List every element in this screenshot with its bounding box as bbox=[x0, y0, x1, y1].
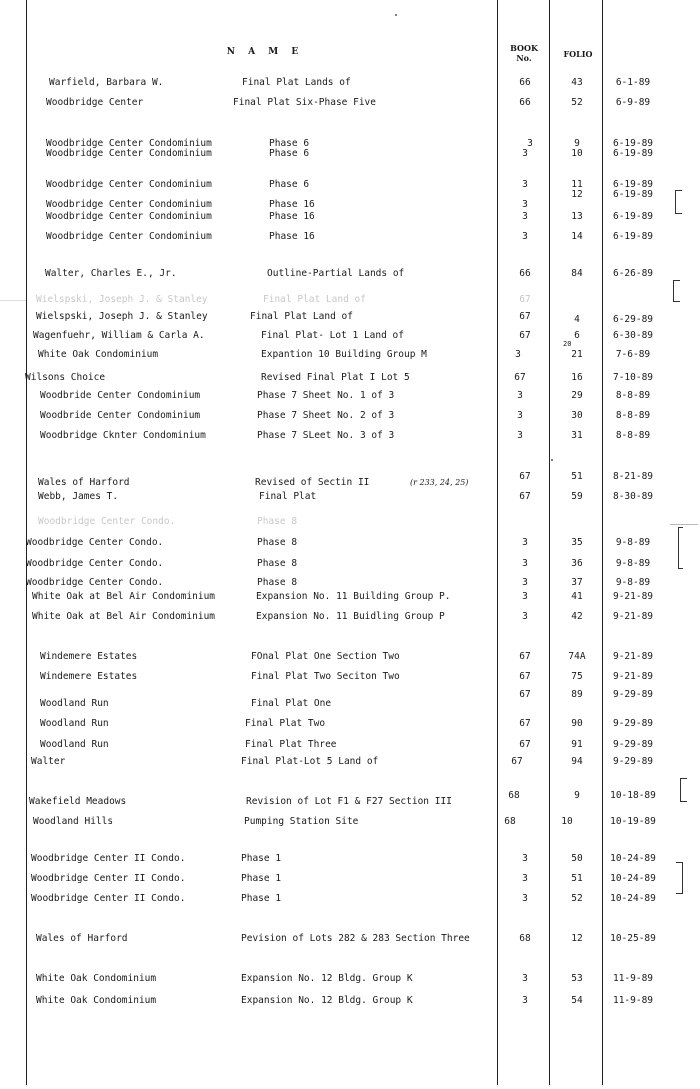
record-row bbox=[0, 310, 700, 324]
record-book: 3 bbox=[522, 973, 528, 984]
record-name: White Oak at Bel Air Condominium bbox=[32, 591, 216, 602]
record-description: Final Plat One bbox=[251, 698, 332, 709]
record-name: White Oak at Bel Air Condominium bbox=[32, 611, 216, 622]
record-folio: 10 bbox=[561, 816, 573, 827]
record-name: Woodbride Center Condominium bbox=[40, 390, 201, 401]
faded-record-name: Wielspski, Joseph J. & Stanley bbox=[36, 294, 208, 305]
handwritten-note: (r 233, 24, 25) bbox=[410, 478, 469, 487]
record-name: Walter bbox=[31, 756, 66, 767]
record-book: 3 bbox=[522, 211, 528, 222]
record-date: 6-19-89 bbox=[612, 231, 654, 242]
record-row bbox=[0, 872, 700, 886]
binder-mark bbox=[675, 190, 682, 214]
record-description: Expansion No. 12 Bldg. Group K bbox=[241, 995, 413, 1006]
record-date: 7-6-89 bbox=[615, 349, 651, 360]
record-folio: 54 bbox=[571, 995, 583, 1006]
record-description: Phase 7 Sheet No. 1 of 3 bbox=[257, 390, 395, 401]
scan-streak bbox=[670, 524, 698, 525]
record-name: Woodbridge Center Condo. bbox=[26, 577, 164, 588]
record-description: Phase 6 bbox=[269, 148, 310, 159]
record-folio: 10 bbox=[571, 148, 583, 159]
record-name: Woodbridge Center II Condo. bbox=[31, 853, 186, 864]
record-book: 3 bbox=[522, 558, 528, 569]
record-book: 3 bbox=[522, 179, 528, 190]
record-name: Webb, James T. bbox=[38, 491, 119, 502]
record-book: 67 bbox=[519, 491, 531, 502]
record-book: 3 bbox=[522, 873, 528, 884]
record-name: Woodbridge Center Condominium bbox=[46, 199, 212, 210]
record-folio: 59 bbox=[571, 491, 583, 502]
record-name: Wilsons Choice bbox=[25, 372, 106, 383]
record-name: Wielspski, Joseph J. & Stanley bbox=[36, 311, 208, 322]
record-row bbox=[0, 590, 700, 604]
record-name: White Oak Condominium bbox=[36, 973, 157, 984]
record-folio: 53 bbox=[571, 973, 583, 984]
record-row bbox=[0, 892, 700, 906]
record-date: 9-29-89 bbox=[612, 756, 654, 767]
record-date: 8-8-89 bbox=[615, 390, 651, 401]
record-row bbox=[0, 371, 700, 385]
record-name: White Oak Condominium bbox=[38, 349, 159, 360]
record-row bbox=[0, 147, 700, 161]
record-folio: 12 bbox=[571, 933, 583, 944]
record-row bbox=[0, 717, 700, 731]
record-name: Woodbridge Center Condo. bbox=[26, 537, 164, 548]
record-row bbox=[0, 815, 700, 829]
record-book: 67 bbox=[519, 671, 531, 682]
record-name: Woodbridge Center Condominium bbox=[46, 148, 212, 159]
record-book: 3 bbox=[522, 591, 528, 602]
record-name: Woodland Run bbox=[40, 698, 109, 709]
record-folio: 74A bbox=[568, 651, 586, 662]
record-book: 3 bbox=[515, 349, 521, 360]
record-row bbox=[0, 210, 700, 224]
record-name: Woodland Run bbox=[40, 718, 109, 729]
record-date: 9-8-89 bbox=[615, 537, 651, 548]
record-name: Woodbridge Cknter Condominium bbox=[40, 430, 206, 441]
binder-mark bbox=[680, 778, 687, 802]
record-folio: 52 bbox=[571, 97, 583, 108]
record-folio: 42 bbox=[571, 611, 583, 622]
record-date: 10-19-89 bbox=[610, 816, 656, 827]
record-date: 10-24-89 bbox=[610, 873, 656, 884]
record-row bbox=[0, 267, 700, 281]
binder-mark bbox=[678, 527, 683, 569]
record-name: Wales of Harford bbox=[36, 933, 128, 944]
record-row bbox=[0, 76, 700, 90]
record-row bbox=[0, 670, 700, 684]
record-book: 3 bbox=[522, 853, 528, 864]
record-date: 7-10-89 bbox=[612, 372, 654, 383]
record-date: 8-8-89 bbox=[615, 430, 651, 441]
record-description: Phase 7 Sheet No. 2 of 3 bbox=[257, 410, 395, 421]
record-date: 9-21-89 bbox=[612, 591, 654, 602]
record-folio: 89 bbox=[571, 689, 583, 700]
record-description: Expansion No. 11 Building Group P. bbox=[256, 591, 451, 602]
record-date: 6-9-89 bbox=[615, 97, 651, 108]
record-description: Expansion No. 12 Bldg. Group K bbox=[241, 973, 413, 984]
record-description: Final Plat Three bbox=[245, 739, 337, 750]
record-book: 3 bbox=[527, 138, 533, 149]
record-row bbox=[0, 697, 700, 711]
record-date: 8-21-89 bbox=[612, 471, 654, 482]
record-book: 67 bbox=[514, 372, 526, 383]
record-book: 67 bbox=[519, 311, 531, 322]
record-date: 9-29-89 bbox=[612, 739, 654, 750]
record-row bbox=[0, 557, 700, 571]
record-description: Phase 16 bbox=[269, 211, 315, 222]
record-book: 66 bbox=[519, 77, 531, 88]
scan-streak bbox=[0, 300, 26, 301]
record-folio: 13 bbox=[571, 211, 583, 222]
record-folio: 11 bbox=[571, 179, 583, 190]
record-description: Expansion No. 11 Buidling Group P bbox=[256, 611, 445, 622]
record-date: 6-19-89 bbox=[612, 189, 654, 200]
record-row bbox=[0, 576, 700, 590]
record-description: Phase 1 bbox=[241, 853, 282, 864]
record-name: Warfield, Barbara W. bbox=[49, 77, 164, 88]
book-column-header bbox=[500, 43, 548, 63]
record-name: Wakefield Meadows bbox=[29, 796, 127, 807]
record-row bbox=[0, 790, 700, 809]
book-header-line2: No. bbox=[516, 53, 532, 63]
record-folio: 12 bbox=[571, 189, 583, 200]
record-row bbox=[0, 389, 700, 403]
record-description: Outline-Partial Lands of bbox=[267, 268, 405, 279]
record-book: 3 bbox=[517, 430, 523, 441]
record-date: 9-21-89 bbox=[612, 611, 654, 622]
record-date: 6-26-89 bbox=[612, 268, 654, 279]
record-description: Pevision of Lots 282 & 283 Section Three bbox=[241, 933, 470, 944]
faded-record-name: Woodbridge Center Condo. bbox=[38, 516, 176, 527]
record-description: Phase 8 bbox=[257, 577, 298, 588]
record-date: 10-24-89 bbox=[610, 893, 656, 904]
record-book: 67 bbox=[511, 756, 523, 767]
record-description: Final Plat Land of bbox=[250, 311, 353, 322]
record-date: 11-9-89 bbox=[612, 973, 654, 984]
record-name: Woodbridge Center Condominium bbox=[46, 231, 212, 242]
record-description: Final Plat-Lot 5 Land of bbox=[241, 756, 379, 767]
record-date: 6-29-89 bbox=[612, 314, 654, 325]
record-book: 66 bbox=[519, 97, 531, 108]
faded-record-row bbox=[0, 515, 700, 529]
record-date: 11-9-89 bbox=[612, 995, 654, 1006]
record-folio: 14 bbox=[571, 231, 583, 242]
record-date: 9-29-89 bbox=[612, 718, 654, 729]
record-date: 6-19-89 bbox=[612, 148, 654, 159]
record-row bbox=[0, 429, 700, 443]
record-folio: 16 bbox=[571, 372, 583, 383]
record-folio: 75 bbox=[571, 671, 583, 682]
record-date: 9-21-89 bbox=[612, 651, 654, 662]
record-book: 3 bbox=[522, 893, 528, 904]
binder-mark bbox=[673, 280, 680, 302]
record-book: 3 bbox=[522, 611, 528, 622]
faded-record-description: Phase 8 bbox=[257, 516, 298, 527]
record-book: 67 bbox=[519, 651, 531, 662]
record-date: 9-8-89 bbox=[615, 558, 651, 569]
record-folio: 51 bbox=[571, 873, 583, 884]
faded-record-row bbox=[0, 293, 700, 307]
record-description: Phase 8 bbox=[257, 537, 298, 548]
record-name: Windemere Estates bbox=[40, 651, 138, 662]
record-description: Pumping Station Site bbox=[244, 816, 359, 827]
record-description: Phase 1 bbox=[241, 873, 282, 884]
book-header-line1: BOOK bbox=[510, 43, 538, 53]
record-date: 6-30-89 bbox=[612, 330, 654, 341]
record-folio: 36 bbox=[571, 558, 583, 569]
record-description: Final Plat bbox=[259, 491, 317, 502]
record-folio: 41 bbox=[571, 591, 583, 602]
record-row bbox=[0, 96, 700, 110]
folio-annotation: 20 bbox=[563, 340, 572, 348]
record-book: 3 bbox=[522, 995, 528, 1006]
record-description: Phase 16 bbox=[269, 231, 315, 242]
record-folio: 90 bbox=[571, 718, 583, 729]
record-date: 9-29-89 bbox=[612, 689, 654, 700]
record-date: 8-30-89 bbox=[612, 491, 654, 502]
record-date: 6-19-89 bbox=[612, 138, 654, 149]
record-folio: 30 bbox=[571, 410, 583, 421]
record-description: Final Plat- Lot 1 Land of bbox=[261, 330, 404, 341]
record-book: 68 bbox=[508, 790, 520, 801]
record-date: 8-8-89 bbox=[615, 410, 651, 421]
record-name: Windemere Estates bbox=[40, 671, 138, 682]
record-book: 3 bbox=[517, 390, 523, 401]
record-date: 10-25-89 bbox=[610, 933, 656, 944]
record-book: 3 bbox=[522, 199, 528, 210]
scan-speck bbox=[395, 14, 397, 16]
record-name: Walter, Charles E., Jr. bbox=[45, 268, 177, 279]
record-row bbox=[0, 230, 700, 244]
record-row bbox=[0, 610, 700, 624]
record-folio: 21 bbox=[571, 349, 583, 360]
record-description: Final Plat Lands of bbox=[242, 77, 351, 88]
record-date: 9-21-89 bbox=[612, 671, 654, 682]
record-name: Woodbridge Center II Condo. bbox=[31, 873, 186, 884]
record-folio: 6 bbox=[574, 330, 580, 341]
record-description: Expantion 10 Building Group M bbox=[261, 349, 427, 360]
record-book: 67 bbox=[519, 718, 531, 729]
record-description: Revised Final Plat I Lot 5 bbox=[261, 372, 410, 383]
record-row bbox=[0, 348, 700, 362]
record-book: 67 bbox=[519, 471, 531, 482]
record-row bbox=[0, 932, 700, 946]
record-name: Wales of Harford bbox=[38, 477, 130, 488]
record-date: 6-19-89 bbox=[612, 179, 654, 190]
record-row bbox=[0, 738, 700, 752]
record-name: Woodland Hills bbox=[33, 816, 114, 827]
name-column-header: N A M E bbox=[226, 47, 304, 57]
faded-record-description: Final Plat Land of bbox=[263, 294, 366, 305]
record-description: Phase 6 bbox=[269, 138, 310, 149]
record-name: Woodbridge Center Condominium bbox=[46, 211, 212, 222]
record-description: Final Plat Two bbox=[245, 718, 326, 729]
record-folio: 91 bbox=[571, 739, 583, 750]
folio-column-header: FOLIO bbox=[563, 49, 593, 59]
record-date: 9-8-89 bbox=[615, 577, 651, 588]
scan-speck bbox=[551, 459, 553, 461]
record-folio: 94 bbox=[571, 756, 583, 767]
faded-record-book: 67 bbox=[519, 294, 531, 305]
record-book: 67 bbox=[519, 739, 531, 750]
record-row bbox=[0, 972, 700, 986]
record-row bbox=[0, 471, 700, 490]
record-description: Phase 7 SLeet No. 3 of 3 bbox=[257, 430, 395, 441]
record-name: White Oak Condominium bbox=[36, 995, 157, 1006]
record-folio: 35 bbox=[571, 537, 583, 548]
record-book: 66 bbox=[519, 268, 531, 279]
record-row bbox=[0, 994, 700, 1008]
record-book: 3 bbox=[522, 577, 528, 588]
record-book: 67 bbox=[519, 330, 531, 341]
record-row bbox=[0, 490, 700, 504]
record-row bbox=[0, 755, 700, 769]
record-name: Woodbridge Center bbox=[46, 97, 144, 108]
record-book: 67 bbox=[519, 689, 531, 700]
record-folio: 50 bbox=[571, 853, 583, 864]
record-description: Phase 6 bbox=[269, 179, 310, 190]
record-name: Woodbridge Center Condominium bbox=[46, 138, 212, 149]
record-folio: 31 bbox=[571, 430, 583, 441]
record-description: Revised of Sectin II bbox=[255, 477, 370, 488]
record-folio: 9 bbox=[574, 138, 580, 149]
record-name: Woodbridge Center Condo. bbox=[26, 558, 164, 569]
record-folio: 43 bbox=[571, 77, 583, 88]
record-book: 68 bbox=[519, 933, 531, 944]
record-date: 6-19-89 bbox=[612, 211, 654, 222]
record-row bbox=[0, 852, 700, 866]
record-row bbox=[0, 650, 700, 664]
record-book: 3 bbox=[517, 410, 523, 421]
record-date: 6-1-89 bbox=[615, 77, 651, 88]
record-row bbox=[0, 409, 700, 423]
record-name: Woodbridge Center II Condo. bbox=[31, 893, 186, 904]
record-row bbox=[0, 536, 700, 550]
record-book: 68 bbox=[504, 816, 516, 827]
record-description: Phase 1 bbox=[241, 893, 282, 904]
record-date: 10-24-89 bbox=[610, 853, 656, 864]
record-book: 3 bbox=[522, 537, 528, 548]
record-name: Woodbridge Center Condominium bbox=[46, 179, 212, 190]
record-book: 3 bbox=[522, 148, 528, 159]
record-description: Final Plat Two Seciton Two bbox=[251, 671, 400, 682]
record-name: Woodland Run bbox=[40, 739, 109, 750]
record-description: Phase 8 bbox=[257, 558, 298, 569]
binder-mark bbox=[676, 862, 683, 894]
record-name: Wagenfuehr, William & Carla A. bbox=[33, 330, 205, 341]
record-book: 3 bbox=[522, 231, 528, 242]
record-description: Revision of Lot F1 & F27 Section III bbox=[246, 796, 452, 807]
record-folio: 9 bbox=[574, 790, 580, 801]
record-description: Final Plat Six-Phase Five bbox=[233, 97, 376, 108]
record-description: Phase 16 bbox=[269, 199, 315, 210]
record-folio: 52 bbox=[571, 893, 583, 904]
record-description: FOnal Plat One Section Two bbox=[251, 651, 400, 662]
record-folio: 84 bbox=[571, 268, 583, 279]
record-folio: 29 bbox=[571, 390, 583, 401]
record-folio: 37 bbox=[571, 577, 583, 588]
record-name: Woodbride Center Condominium bbox=[40, 410, 201, 421]
record-folio: 51 bbox=[571, 471, 583, 482]
record-date: 10-18-89 bbox=[610, 790, 656, 801]
record-folio: 4 bbox=[574, 314, 580, 325]
